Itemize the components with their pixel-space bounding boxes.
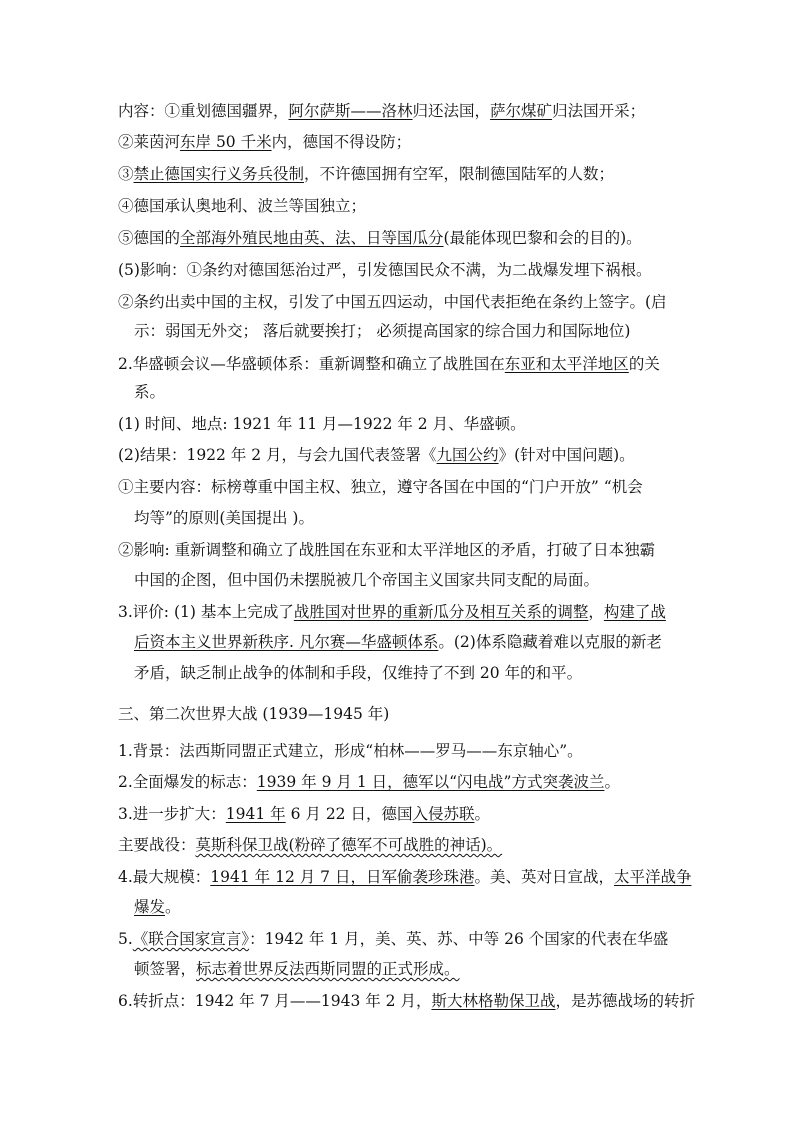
underlined-text: 爆发 bbox=[134, 898, 166, 916]
text-line bbox=[118, 163, 614, 185]
text-line bbox=[118, 834, 502, 856]
text-line bbox=[118, 990, 695, 1012]
text-line bbox=[118, 131, 411, 153]
text-segment: ：1942 年 1 月，美、英、苏、中等 26 个国家的代表在华盛 bbox=[249, 930, 669, 948]
text-segment: (5)影响：①条约对德国惩治过严，引发德国民众不满，为二战爆发埋下祸根。 bbox=[118, 261, 652, 279]
text-line bbox=[118, 740, 583, 762]
text-segment: ，不许德国拥有空军，限制德国陆军的人数； bbox=[304, 165, 615, 183]
underlined-text: 1941 年 12 月 7 日，日军偷袭珍珠港 bbox=[210, 868, 475, 886]
text-segment: 2.华盛顿会议—华盛顿体系：重新调整和确立了战胜国在 bbox=[118, 355, 505, 373]
text-line bbox=[134, 958, 460, 980]
underlined-text: 东岸 50 千米 bbox=[180, 133, 272, 151]
text-segment: 均等”的原则(美国提出 )。 bbox=[134, 509, 314, 527]
underlined-text: 1941 年 bbox=[225, 805, 286, 823]
text-segment: 主要战役： bbox=[118, 836, 196, 854]
underlined-text: 1939 年 9 月 1 日， bbox=[256, 773, 403, 791]
text-line bbox=[118, 353, 660, 375]
text-segment: 内，德国不得设防； bbox=[271, 133, 412, 151]
text-line bbox=[118, 539, 655, 561]
underlined-text: 标志着世界反法西斯同盟的正式形成。 bbox=[196, 960, 460, 978]
underlined-text: 太平洋战争 bbox=[613, 868, 692, 886]
underlined-text: 《联合国家宣言》 bbox=[132, 930, 250, 948]
text-segment: 3.进一步扩大： bbox=[118, 805, 226, 823]
text-segment: 3.评价: (1) 基本上完成了 bbox=[118, 603, 294, 621]
underlined-text: 斯大林格勒保卫战 bbox=[431, 992, 556, 1010]
text-line bbox=[118, 601, 666, 623]
text-line bbox=[118, 444, 635, 466]
text-segment: ②条约出卖中国的主权，引发了中国五四运动，中国代表拒绝在条约上签字。(启 bbox=[118, 293, 667, 311]
underlined-text: 禁止德国实行义务兵役制 bbox=[133, 165, 305, 183]
underlined-text: 入侵苏联 bbox=[412, 805, 475, 823]
underlined-text: 阿尔萨斯——洛林 bbox=[288, 102, 413, 120]
underlined-text: 后资本主义世界新秩序. 凡尔赛—华盛顿体系 bbox=[134, 633, 439, 651]
text-segment: 6 月 22 日，德国 bbox=[285, 805, 413, 823]
text-segment: ， bbox=[588, 603, 604, 621]
text-segment: 的关 bbox=[628, 355, 660, 373]
text-segment: 4.最大规模： bbox=[118, 868, 211, 886]
text-segment: 5. bbox=[118, 930, 133, 948]
text-segment: 。 bbox=[604, 773, 620, 791]
text-line bbox=[134, 896, 181, 918]
text-segment: 矛盾，缺乏制止战争的体制和手段，仅维持了不到 20 年的和平。 bbox=[134, 664, 583, 682]
text-line bbox=[118, 928, 668, 950]
text-segment: 2.全面爆发的标志： bbox=[118, 773, 257, 791]
underlined-text: 德军以“闪电战”方式突袭波兰 bbox=[402, 773, 605, 791]
text-segment: 。 bbox=[474, 805, 490, 823]
text-segment: 归法国开采； bbox=[552, 102, 646, 120]
text-segment: 。 bbox=[165, 898, 181, 916]
underlined-text: 全部海外殖民地由英、法、日等国瓜分 bbox=[180, 229, 444, 247]
text-line bbox=[134, 320, 630, 342]
text-segment: ⑤德国的 bbox=[118, 229, 181, 247]
text-segment: (最能体现巴黎和会的目的)。 bbox=[443, 229, 642, 247]
text-line bbox=[118, 195, 366, 217]
text-segment: 。美、英对日宣战， bbox=[474, 868, 614, 886]
text-segment: 归还法国， bbox=[412, 102, 491, 120]
text-line bbox=[134, 381, 165, 403]
text-segment: ②影响: 重新调整和确立了战胜国在东亚和太平洋地区的矛盾，打破了日本独霸 bbox=[118, 541, 656, 559]
text-segment: 示：弱国无外交； 落后就要挨打； 必须提高国家的综合国力和国际地位) bbox=[134, 322, 631, 340]
underlined-text: 东亚和太平洋地区 bbox=[504, 355, 629, 373]
text-segment: ①主要内容：标榜尊重中国主权、独立，遵守各国在中国的“门户开放” “机会 bbox=[118, 478, 643, 496]
text-segment: (2)结果：1922 年 2 月，与会九国代表签署《 bbox=[118, 446, 437, 464]
underlined-text: 战胜国对世界的重新瓜分及相互关系的调整 bbox=[293, 603, 589, 621]
underlined-text: 构建了战 bbox=[603, 603, 666, 621]
text-segment: ②莱茵河 bbox=[118, 133, 181, 151]
text-segment: ，是苏德战场的转折 bbox=[555, 992, 695, 1010]
text-segment: 三、第二次世界大战 (1939—1945 年) bbox=[118, 705, 390, 723]
text-segment: 内容：①重划德国疆界， bbox=[118, 102, 289, 120]
text-line bbox=[118, 803, 490, 825]
text-line bbox=[134, 631, 662, 653]
text-segment: 中国的企图，但中国仍未摆脱被几个帝国主义国家共同支配的局面。 bbox=[134, 571, 600, 589]
text-line bbox=[134, 662, 582, 684]
text-segment: 6.转折点：1942 年 7 月——1943 年 2 月， bbox=[118, 992, 432, 1010]
text-segment: ④德国承认奥地利、波兰等国独立； bbox=[118, 197, 367, 215]
text-segment: 1.背景：法西斯同盟正式建立，形成“柏林——罗马——东京轴心”。 bbox=[118, 742, 583, 760]
underlined-text: 莫斯科保卫战(粉碎了德军不可战胜的神话)。 bbox=[195, 836, 503, 854]
underlined-text: 九国公约 bbox=[436, 446, 499, 464]
text-segment: (1) 时间、地点: 1921 年 11 月—1922 年 2 月、华盛顿。 bbox=[118, 415, 526, 433]
text-segment: 系。 bbox=[134, 383, 166, 401]
text-line bbox=[118, 259, 651, 281]
text-line bbox=[118, 291, 667, 313]
text-line bbox=[118, 100, 645, 122]
text-line bbox=[134, 507, 314, 529]
text-segment: 。(2)体系隐藏着难以克服的新老 bbox=[438, 633, 662, 651]
text-line bbox=[134, 569, 599, 591]
text-line bbox=[118, 771, 620, 793]
text-segment: 顿签署， bbox=[134, 960, 197, 978]
text-line bbox=[118, 413, 526, 435]
text-line bbox=[118, 227, 642, 249]
text-segment: ③ bbox=[118, 165, 134, 183]
text-line bbox=[118, 703, 389, 725]
text-segment: 》(针对中国问题)。 bbox=[498, 446, 635, 464]
text-line bbox=[118, 866, 692, 888]
text-line bbox=[118, 476, 643, 498]
underlined-text: 萨尔煤矿 bbox=[490, 102, 553, 120]
